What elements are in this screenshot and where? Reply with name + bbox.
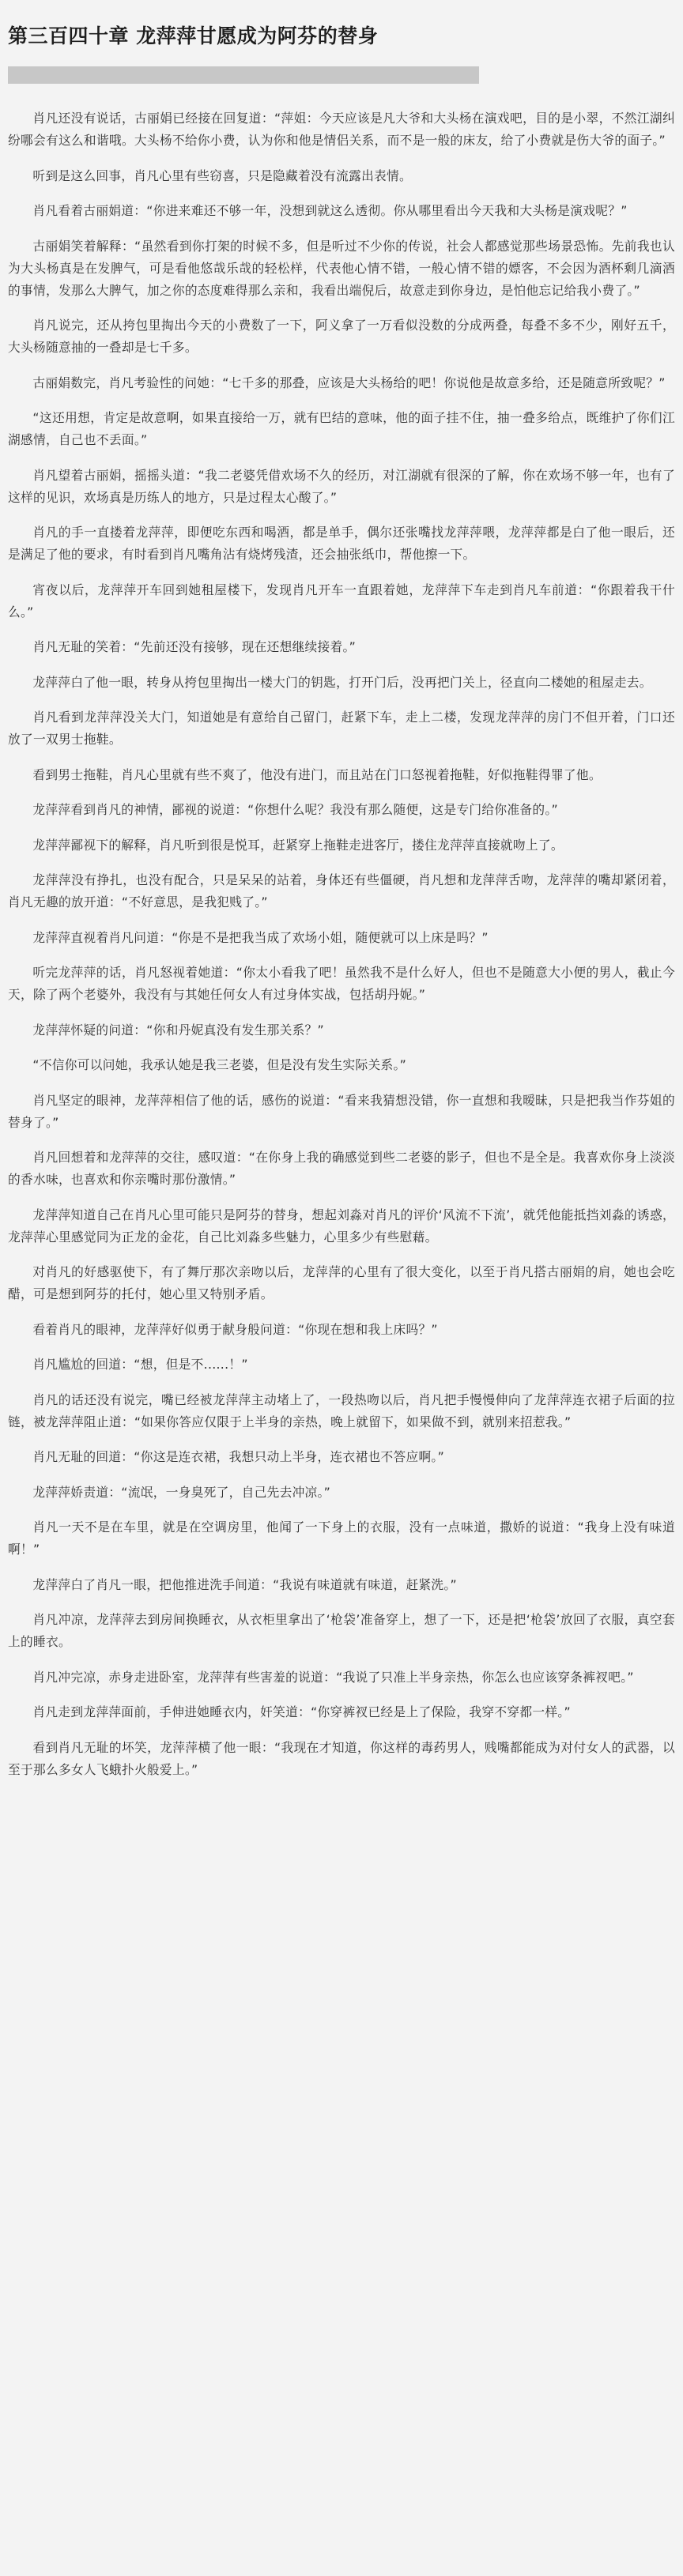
paragraph: 龙萍萍鄙视下的解释，肖凡听到很是悦耳，赶紧穿上拖鞋走进客厅，搂住龙萍萍直接就吻上了。 bbox=[32, 837, 564, 853]
paragraph: 肖凡看着古丽娟道：“你进来难还不够一年，没想到就这么透彻。你从哪里看出今天我和大头杨是演戏呢？” bbox=[32, 203, 628, 218]
chapter-title: 第三百四十章 龙萍萍甘愿成为阿芬的替身 bbox=[8, 24, 379, 47]
paragraph: 肖凡说完，还从挎包里掏出今天的小费数了一下，阿义拿了一万看似没数的分成两叠，每叠不多不少，刚好五千，大头杨随意抽的一叠却是七千多。 bbox=[8, 318, 675, 355]
paragraph: 龙萍萍怀疑的问道：“你和丹妮真没有发生那关系？” bbox=[32, 1022, 324, 1038]
paragraph: 肖凡望着古丽娟，摇摇头道：“我二老婆凭借欢场不久的经历，对江湖就有很深的了解，你在欢场不够一年，也有了这样的见识，欢场真是历练人的地方，只是过程太心酸了。” bbox=[8, 467, 675, 505]
paragraph: 听到是这么回事，肖凡心里有些窃喜，只是隐藏着没有流露出表情。 bbox=[32, 168, 413, 183]
paragraph: 肖凡看到龙萍萍没关大门，知道她是有意给自己留门，赶紧下车，走上二楼，发现龙萍萍的房门不但开着，门口还放了一双男士拖鞋。 bbox=[8, 710, 675, 747]
paragraph: 肖凡无耻的笑着：“先前还没有接够，现在还想继续接着。” bbox=[32, 639, 357, 654]
paragraph: 肖凡的话还没有说完，嘴已经被龙萍萍主动堵上了，一段热吻以后，肖凡把手慢慢伸向了龙萍萍连衣裙子后面的拉链，被龙萍萍阻止道：“如果你答应仅限于上半身的亲热，晚上就留下，如果做不到，就别来招惹我。” bbox=[8, 1392, 675, 1429]
paragraph: 龙萍萍白了他一眼，转身从挎包里掏出一楼大门的钥匙，打开门后，没再把门关上，径直向二楼她的租屋走去。 bbox=[32, 674, 652, 690]
paragraph: 古丽娟数完，肖凡考验性的问她：“七千多的那叠，应该是大头杨给的吧！你说他是故意多给，还是随意所致呢？” bbox=[32, 375, 666, 390]
paragraph: 龙萍萍白了肖凡一眼，把他推进洗手间道：“我说有味道就有味道，赶紧洗。” bbox=[32, 1576, 457, 1592]
paragraph: 对肖凡的好感驱使下，有了舞厅那次亲吻以后，龙萍萍的心里有了很大变化，以至于肖凡搭古丽娟的肩，她也会吃醋，可是想到阿芬的托付，她心里又特别矛盾。 bbox=[8, 1264, 675, 1301]
paragraph: 肖凡一天不是在车里，就是在空调房里，他闻了一下身上的衣服，没有一点味道，撒娇的说道：“我身上没有味道啊！” bbox=[8, 1520, 675, 1557]
paragraph: 肖凡走到龙萍萍面前，手伸进她睡衣内，奸笑道：“你穿裤衩已经是上了保险，我穿不穿都一样。” bbox=[32, 1704, 571, 1719]
paragraph: 肖凡的手一直搂着龙萍萍，即便吃东西和喝酒，都是单手，偶尔还张嘴找龙萍萍喂，龙萍萍都是白了他一眼后，还是满足了他的要求，有时看到肖凡嘴角沾有烧烤残渣，还会抽张纸巾，帮他擦一下。 bbox=[8, 525, 675, 562]
paragraph: 肖凡回想着和龙萍萍的交往，感叹道：“在你身上我的确感觉到些二老婆的影子，但也不是全是。我喜欢你身上淡淡的香水味，也喜欢和你亲嘴时那份激情。” bbox=[8, 1150, 675, 1187]
paragraph: 看到男士拖鞋，肖凡心里就有些不爽了，他没有进门，而且站在门口怒视着拖鞋，好似拖鞋得罪了他。 bbox=[32, 766, 602, 782]
paragraph: 看着肖凡的眼神，龙萍萍好似勇于献身般问道：“你现在想和我上床吗？” bbox=[32, 1321, 438, 1337]
paragraph: “不信你可以问她，我承认她是我三老婆，但是没有发生实际关系。” bbox=[32, 1057, 407, 1072]
paragraph: 龙萍萍没有挣扎，也没有配合，只是呆呆的站着，身体还有些僵硬，肖凡想和龙萍萍舌吻，龙萍萍的嘴却紧闭着，肖凡无趣的放开道：“不好意思，是我犯贱了。” bbox=[8, 872, 675, 910]
paragraph: 肖凡冲凉，龙萍萍去到房间换睡衣，从衣柜里拿出了‘枪袋’准备穿上，想了一下，还是把‘枪袋’放回了衣服，真空套上的睡衣。 bbox=[8, 1612, 675, 1649]
paragraph: 龙萍萍看到肖凡的神情，鄙视的说道：“你想什么呢？我没有那么随便，这是专门给你准备的。” bbox=[32, 802, 558, 817]
paragraph: 肖凡尴尬的回道：“想，但是不......！” bbox=[32, 1357, 248, 1372]
paragraph: 肖凡冲完凉，赤身走进卧室，龙萍萍有些害羞的说道：“我说了只准上半身亲热，你怎么也应该穿条裤衩吧。” bbox=[32, 1669, 634, 1685]
paragraph: 龙萍萍知道自己在肖凡心里可能只是阿芬的替身，想起刘淼对肖凡的评价‘风流不下流’，就凭他能抵挡刘淼的诱惑，龙萍萍心里感觉同为正龙的金花，自己比刘淼多些魅力，心里多少有些慰藉。 bbox=[8, 1207, 675, 1245]
paragraph: 古丽娟笑着解释：“虽然看到你打架的时候不多，但是听过不少你的传说，社会人都感觉那些场景恐怖。先前我也认为大头杨真是在发脾气，可是看他悠哉乐哉的轻松样，代表他心情不错，一般心情不错的嫖客，不会因为酒杯剩几滴酒的事情，发那么大脾气，加之你的态度难得那么亲和，我看出端倪后，故意走到你身边，是怕他忘记给我小费了。” bbox=[8, 238, 675, 298]
title-underline-bar bbox=[8, 66, 479, 84]
paragraph: 龙萍萍娇责道：“流氓，一身臭死了，自己先去冲凉。” bbox=[32, 1484, 331, 1500]
paragraph: 肖凡还没有说话，古丽娟已经接在回复道：“萍姐：今天应该是凡大爷和大头杨在演戏吧，目的是小翠，不然江湖纠纷哪会有这么和谐哦。大头杨不给你小费，认为你和他是情侣关系，而不是一般的床友，给了小费就是伤大爷的面子。” bbox=[8, 111, 675, 148]
paragraph: 龙萍萍直视着肖凡问道：“你是不是把我当成了欢场小姐，随便就可以上床是吗？” bbox=[32, 929, 489, 945]
paragraph: 肖凡无耻的回道：“你这是连衣裙，我想只动上半身，连衣裙也不答应啊。” bbox=[32, 1449, 444, 1464]
paragraph: 肖凡坚定的眼神，龙萍萍相信了他的话，感伤的说道：“看来我猜想没错，你一直想和我暧昧，只是把我当作芬姐的替身了。” bbox=[8, 1092, 675, 1130]
chapter-content bbox=[8, 107, 675, 1781]
paragraph: 听完龙萍萍的话，肖凡怒视着她道：“你太小看我了吧！虽然我不是什么好人，但也不是随意大小便的男人，截止今天，除了两个老婆外，我没有与其她任何女人有过身体实战，包括胡丹妮。” bbox=[8, 965, 675, 1002]
paragraph: “这还用想，肯定是故意啊，如果直接给一万，就有巴结的意味，他的面子挂不住，抽一叠多给点，既维护了你们江湖感情，自己也不丢面。” bbox=[8, 410, 675, 447]
paragraph: 看到肖凡无耻的坏笑，龙萍萍横了他一眼：“我现在才知道，你这样的毒药男人，贱嘴都能成为对付女人的武器，以至于那么多女人飞蛾扑火般爱上。” bbox=[8, 1739, 675, 1777]
paragraph: 宵夜以后，龙萍萍开车回到她租屋楼下，发现肖凡开车一直跟着她，龙萍萍下车走到肖凡车前道：“你跟着我干什么。” bbox=[8, 582, 675, 620]
